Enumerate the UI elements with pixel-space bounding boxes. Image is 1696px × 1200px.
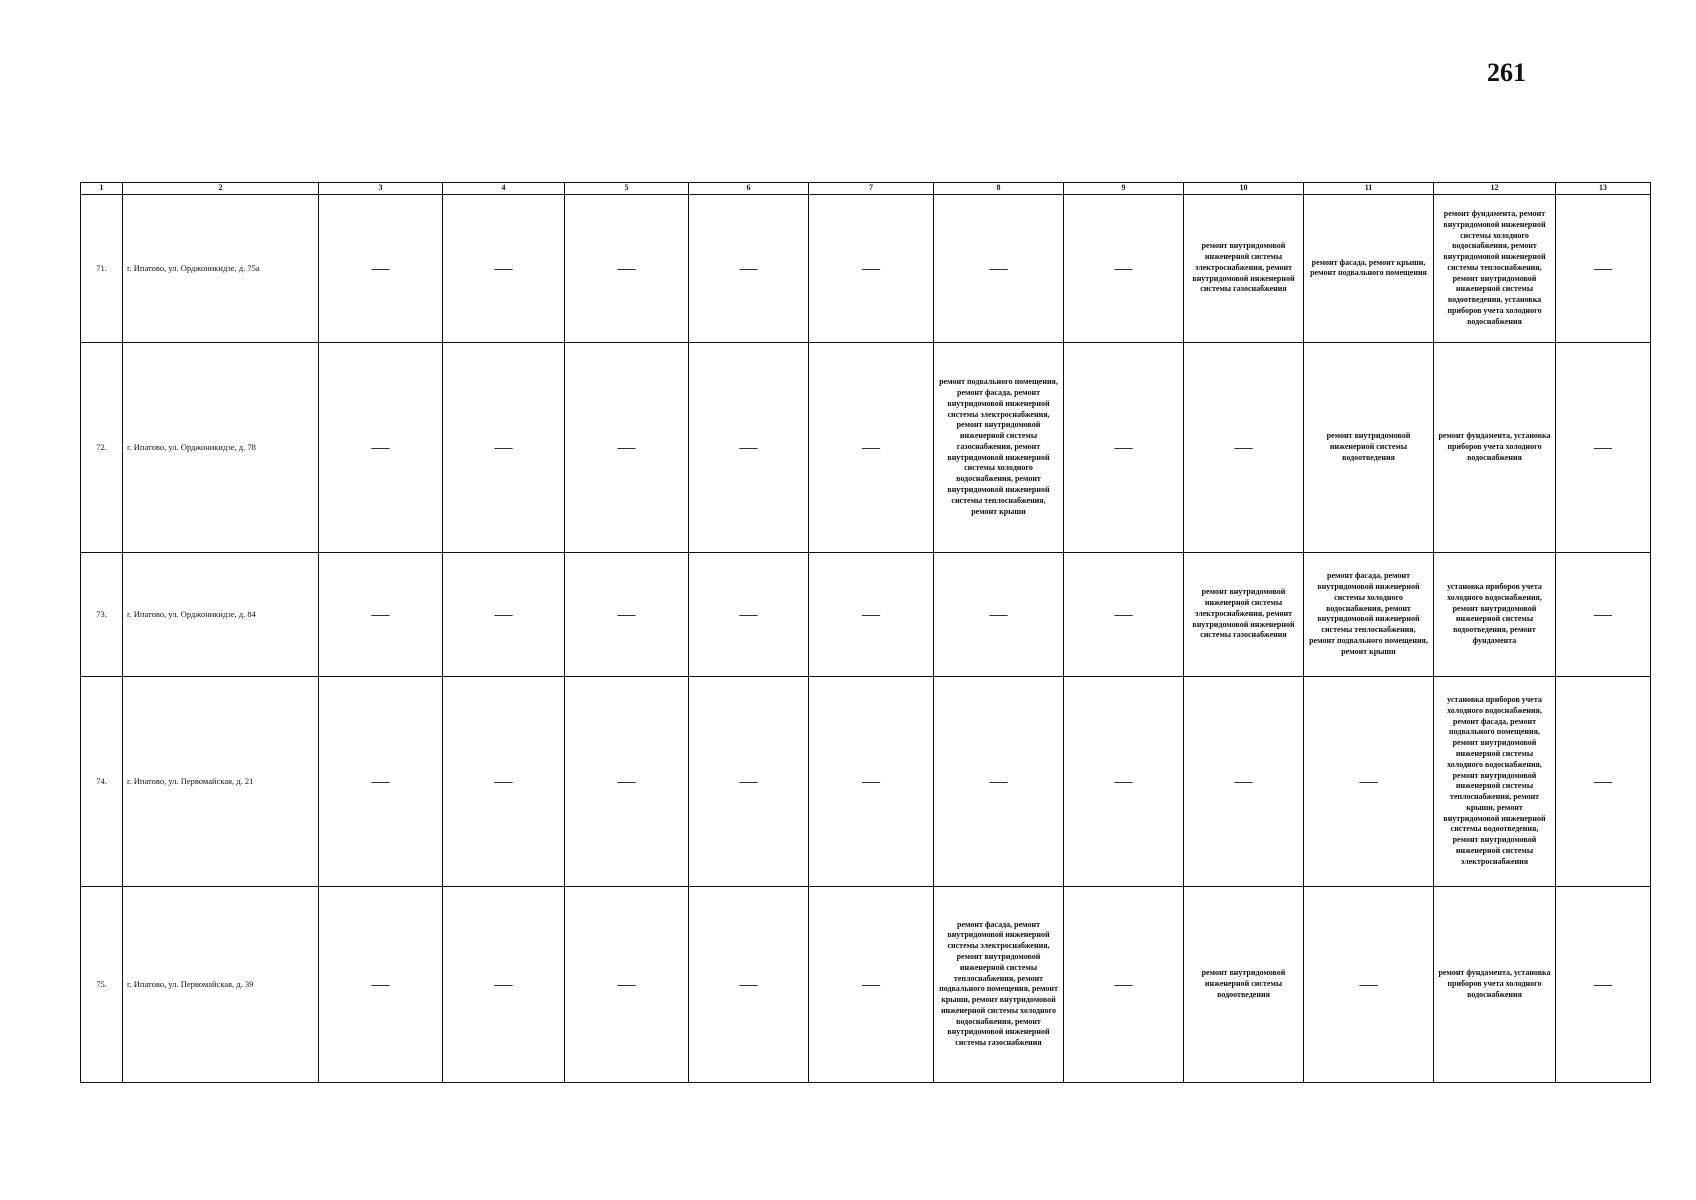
table-cell: — xyxy=(565,886,689,1082)
column-number: 2 xyxy=(123,183,319,195)
column-number: 9 xyxy=(1064,183,1184,195)
table-cell: ремонт внутридомовой инженерной системы водоотведения xyxy=(1304,342,1434,552)
table-cell: ремонт фасада, ремонт внутридомовой инженерной системы электроснабжения, ремонт внутридомовой инженерной системы теплоснабжения, ремонт подвального помещения, ремонт крыши, ремонт внутридомовой инженерной системы холодного водоснабжения, ремонт внутридомовой инженерной системы газоснабжения xyxy=(934,886,1064,1082)
table-cell: — xyxy=(443,552,565,676)
table-row xyxy=(81,676,1651,886)
table-cell: — xyxy=(809,552,934,676)
address-cell: г. Ипатово, ул. Орджоникидзе, д. 84 xyxy=(123,552,319,676)
table-cell: — xyxy=(565,676,689,886)
repair-schedule-table xyxy=(80,182,1651,1083)
address-cell: г. Ипатово, ул. Орджоникидзе, д. 75а xyxy=(123,194,319,342)
table-cell: — xyxy=(809,194,934,342)
column-number: 7 xyxy=(809,183,934,195)
table-cell: ремонт внутридомовой инженерной системы электроснабжения, ремонт внутридомовой инженерной системы газоснабжения xyxy=(1184,194,1304,342)
table-cell: — xyxy=(689,194,809,342)
column-number: 13 xyxy=(1556,183,1651,195)
table-cell: — xyxy=(1064,552,1184,676)
table-cell: — xyxy=(1064,886,1184,1082)
table-cell: ремонт фасада, ремонт крыши, ремонт подвального помещения xyxy=(1304,194,1434,342)
row-number: 75. xyxy=(81,886,123,1082)
table-cell: — xyxy=(689,552,809,676)
table-cell: — xyxy=(1064,194,1184,342)
table-cell: — xyxy=(1184,342,1304,552)
row-number: 72. xyxy=(81,342,123,552)
column-number: 5 xyxy=(565,183,689,195)
table-cell: — xyxy=(1304,886,1434,1082)
page-number: 261 xyxy=(1487,58,1526,87)
table-row xyxy=(81,194,1651,342)
address-cell: г. Ипатово, ул. Первомайская, д. 21 xyxy=(123,676,319,886)
table-cell: — xyxy=(1556,342,1651,552)
table-cell: — xyxy=(934,552,1064,676)
table-cell: — xyxy=(1064,676,1184,886)
table-cell: — xyxy=(1184,676,1304,886)
table-cell: ремонт подвального помещения, ремонт фасада, ремонт внутридомовой инженерной системы электроснабжения, ремонт внутридомовой инженерной системы газоснабжения, ремонт внутридомовой инженерной системы холодного водоснабжения, ремонт внутридомовой инженерной системы теплоснабжения, ремонт крыши xyxy=(934,342,1064,552)
table-row xyxy=(81,886,1651,1082)
table-cell: — xyxy=(443,886,565,1082)
row-number: 74. xyxy=(81,676,123,886)
table-cell: — xyxy=(443,676,565,886)
row-number: 73. xyxy=(81,552,123,676)
address-cell: г. Ипатово, ул. Первомайская, д. 39 xyxy=(123,886,319,1082)
table-cell: ремонт внутридомовой инженерной системы водоотведения xyxy=(1184,886,1304,1082)
table-cell: установка приборов учета холодного водоснабжения, ремонт фасада, ремонт подвального помещения, ремонт внутридомовой инженерной системы холодного водоснабжения, ремонт внутридомовой инженерной системы теплоснабжения, ремонт крыши, ремонт внутридомовой инженерной системы водоотведения, ремонт внутридомовой инженерной системы электроснабжения xyxy=(1434,676,1556,886)
table-cell: — xyxy=(1556,676,1651,886)
row-number: 71. xyxy=(81,194,123,342)
column-number: 8 xyxy=(934,183,1064,195)
column-number: 12 xyxy=(1434,183,1556,195)
column-number-row xyxy=(81,183,1651,195)
table-cell: — xyxy=(319,194,443,342)
table-cell: — xyxy=(689,886,809,1082)
table-cell: — xyxy=(565,342,689,552)
table-cell: — xyxy=(1556,886,1651,1082)
table-cell: — xyxy=(319,676,443,886)
table-cell: — xyxy=(689,342,809,552)
table-cell: — xyxy=(443,194,565,342)
table-cell: установка приборов учета холодного водоснабжения, ремонт внутридомовой инженерной системы водоотведения, ремонт фундамента xyxy=(1434,552,1556,676)
column-number: 4 xyxy=(443,183,565,195)
column-number: 10 xyxy=(1184,183,1304,195)
table-cell: ремонт внутридомовой инженерной системы электроснабжения, ремонт внутридомовой инженерной системы газоснабжения xyxy=(1184,552,1304,676)
column-number: 3 xyxy=(319,183,443,195)
table-cell: — xyxy=(1556,552,1651,676)
table-cell: — xyxy=(1556,194,1651,342)
table-cell: — xyxy=(1304,676,1434,886)
table-cell: — xyxy=(319,342,443,552)
table-cell: — xyxy=(565,552,689,676)
table-cell: — xyxy=(934,194,1064,342)
table-cell: — xyxy=(443,342,565,552)
table-cell: — xyxy=(565,194,689,342)
table-cell: — xyxy=(689,676,809,886)
table-cell: — xyxy=(809,342,934,552)
table-cell: ремонт фундамента, установка приборов учета холодного водоснабжения xyxy=(1434,886,1556,1082)
table-row xyxy=(81,552,1651,676)
table-cell: ремонт фасада, ремонт внутридомовой инженерной системы холодного водоснабжения, ремонт внутридомовой инженерной системы теплоснабжения, ремонт подвального помещения, ремонт крыши xyxy=(1304,552,1434,676)
table-cell: — xyxy=(319,886,443,1082)
table-cell: ремонт фундамента, ремонт внутридомовой инженерной системы холодного водоснабжения, ремонт внутридомовой инженерной системы теплоснабжения, ремонт внутридомовой инженерной системы водоотведения, установка приборов учета холодного водоснабжения xyxy=(1434,194,1556,342)
table-cell: — xyxy=(934,676,1064,886)
table-row xyxy=(81,342,1651,552)
column-number: 1 xyxy=(81,183,123,195)
table-cell: — xyxy=(319,552,443,676)
table-cell: — xyxy=(809,886,934,1082)
table-cell: — xyxy=(809,676,934,886)
table-cell: — xyxy=(1064,342,1184,552)
column-number: 11 xyxy=(1304,183,1434,195)
table-cell: ремонт фундамента, установка приборов учета холодного водоснабжения xyxy=(1434,342,1556,552)
address-cell: г. Ипатово, ул. Орджоникидзе, д. 78 xyxy=(123,342,319,552)
column-number: 6 xyxy=(689,183,809,195)
